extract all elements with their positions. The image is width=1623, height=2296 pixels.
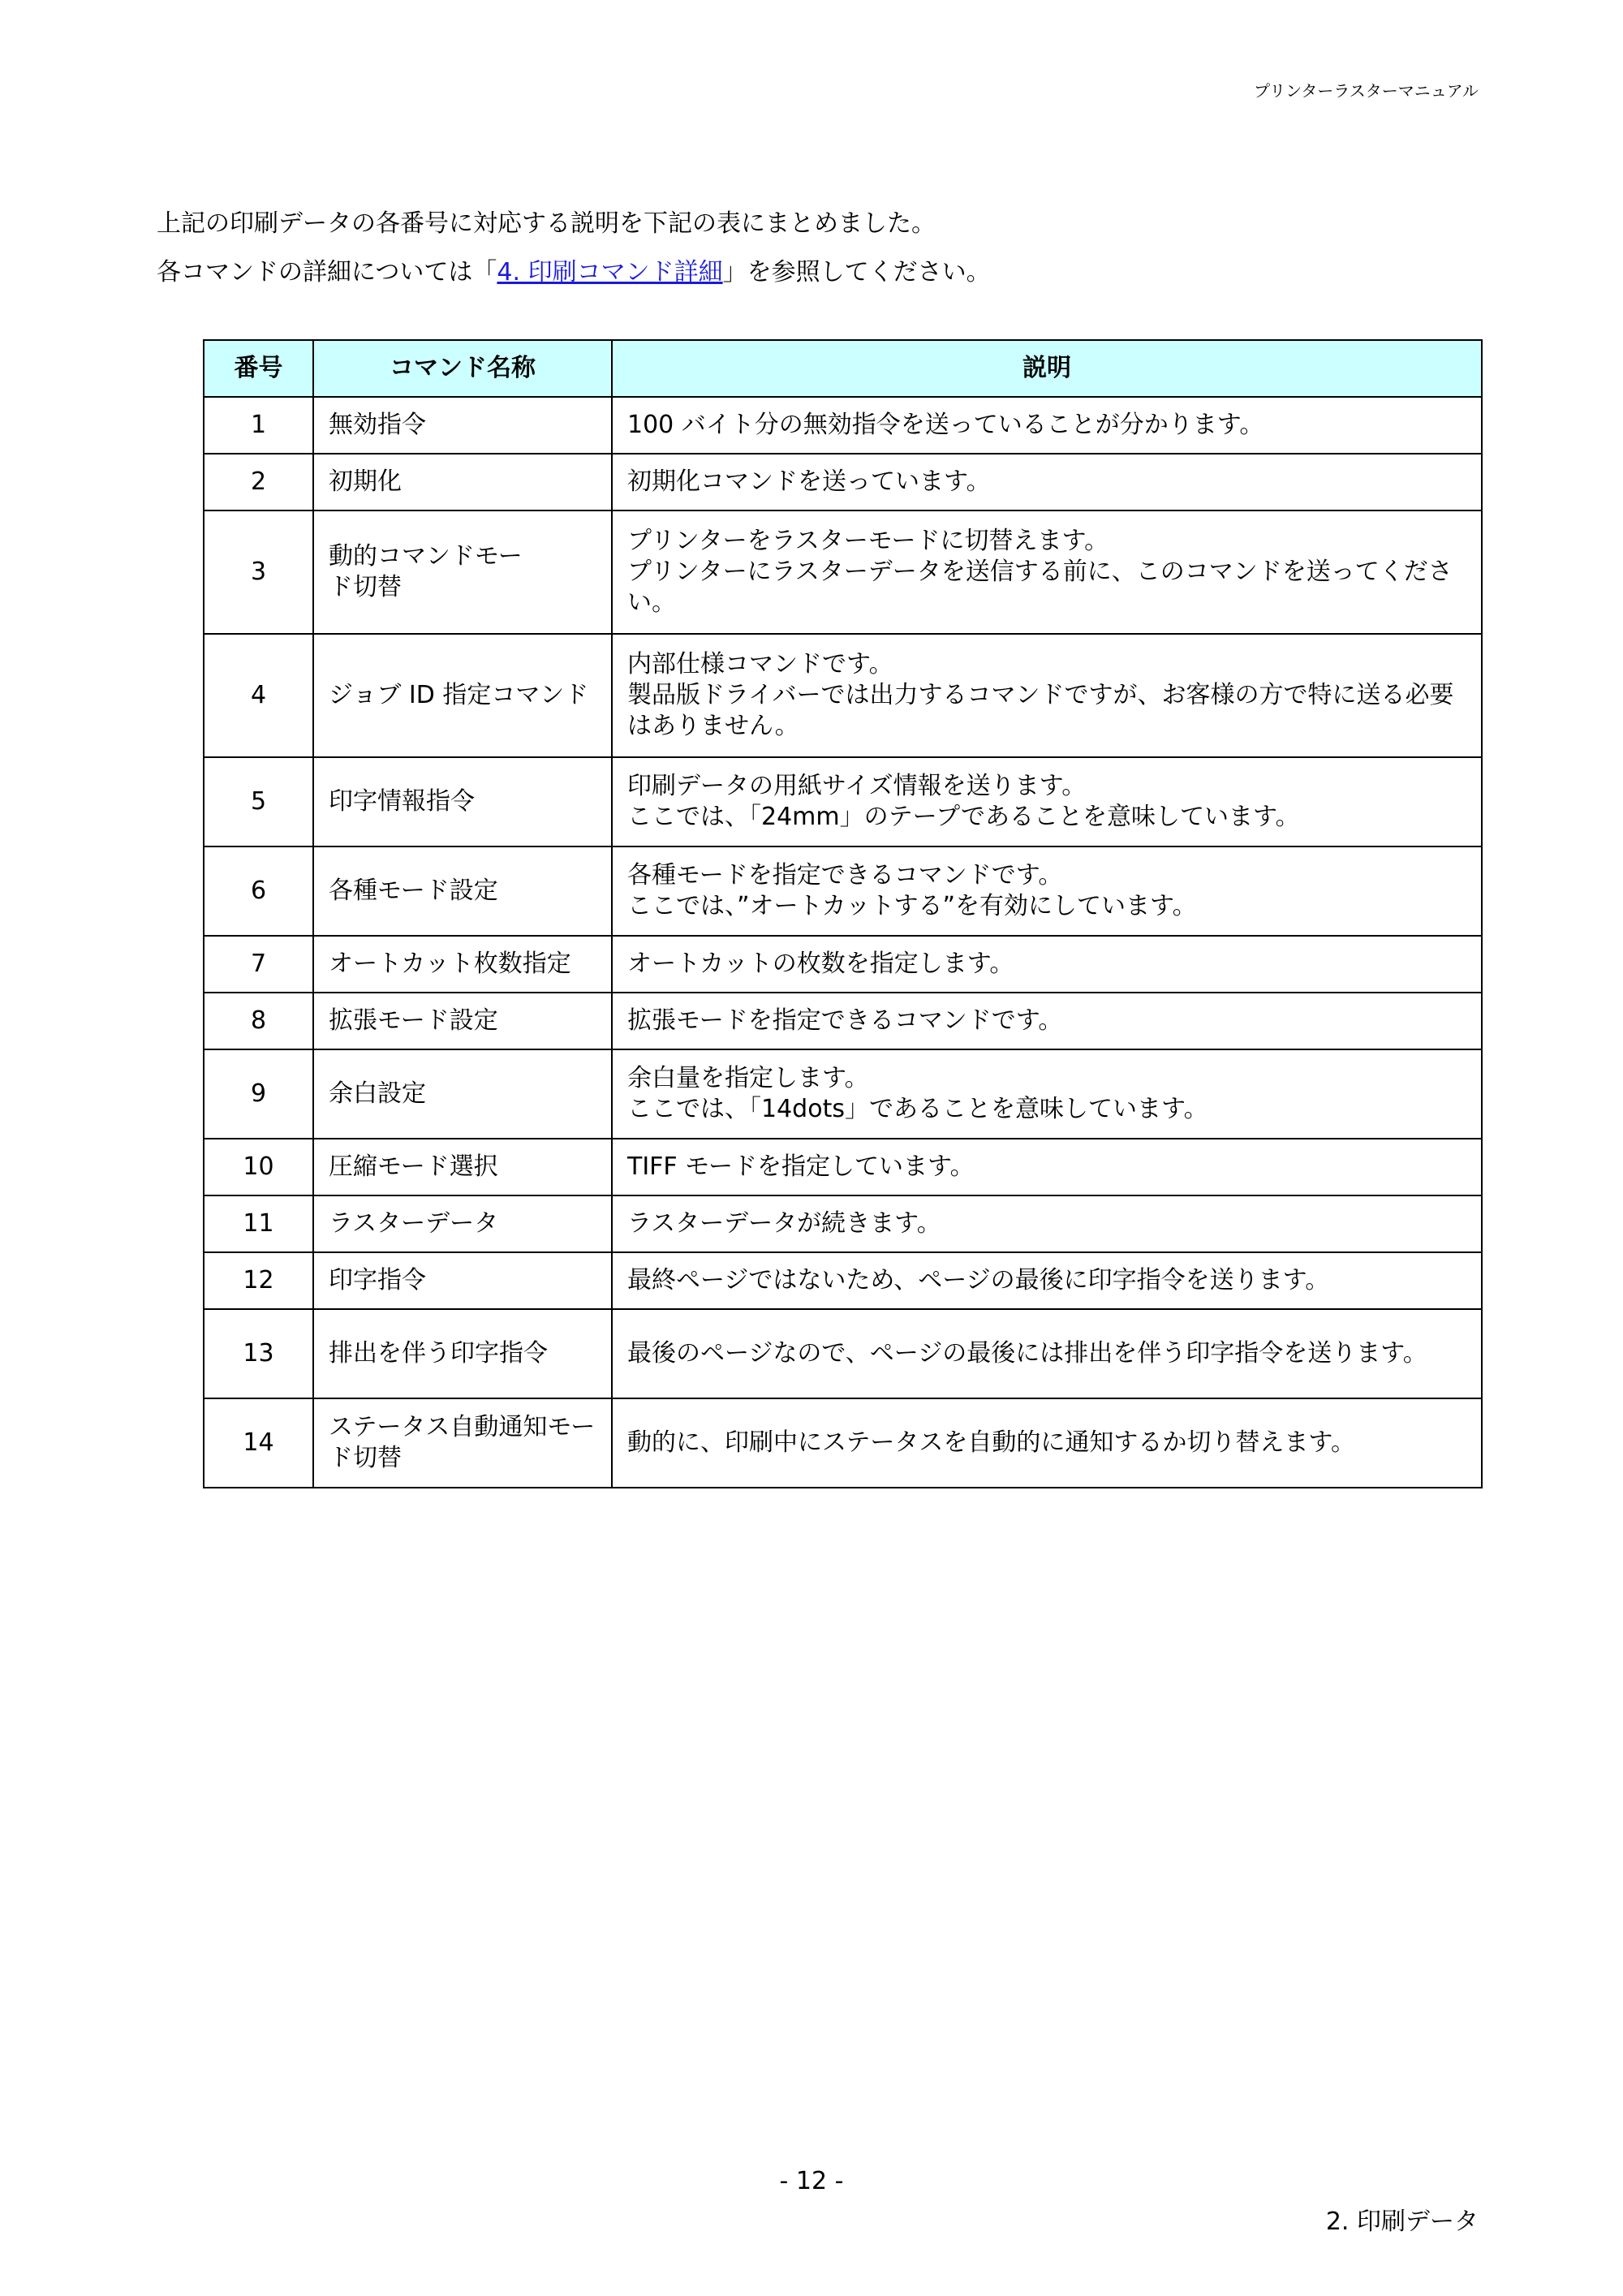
description-line: ここでは、「24mm」のテープであることを意味しています。 xyxy=(627,803,1300,831)
row-number: 7 xyxy=(204,936,313,993)
command-description xyxy=(612,397,1482,454)
table-header-row xyxy=(204,340,1482,397)
row-number: 12 xyxy=(204,1252,313,1309)
command-description xyxy=(612,454,1482,510)
table-row xyxy=(204,1309,1482,1398)
row-number: 11 xyxy=(204,1195,313,1252)
column-header-command-name: コマンド名称 xyxy=(313,340,612,397)
intro-line-2-suffix: 」を参照してください。 xyxy=(722,258,991,286)
command-name: 動的コマンドモード切替 xyxy=(313,510,612,634)
row-number: 4 xyxy=(204,634,313,757)
description-line: 印刷データの用紙サイズ情報を送ります。 xyxy=(627,772,1087,800)
description-line: TIFF モードを指定しています。 xyxy=(627,1152,975,1181)
description-line: 最終ページではないため、ページの最後に印字指令を送ります。 xyxy=(627,1266,1330,1294)
footer-section-title: 2. 印刷データ xyxy=(1325,2208,1479,2236)
command-description xyxy=(612,1252,1482,1309)
row-number: 3 xyxy=(204,510,313,634)
description-line: オートカットの枚数を指定します。 xyxy=(627,950,1014,978)
table-row xyxy=(204,993,1482,1049)
description-line: 内部仕様コマンドです。 xyxy=(627,650,893,678)
description-line: 各種モードを指定できるコマンドです。 xyxy=(627,861,1063,890)
row-number: 10 xyxy=(204,1139,313,1195)
command-name: オートカット枚数指定 xyxy=(313,936,612,993)
command-description xyxy=(612,993,1482,1049)
description-line: 最後のページなので、ページの最後には排出を伴う印字指令を送ります。 xyxy=(627,1339,1427,1368)
table-row xyxy=(204,1195,1482,1252)
command-description xyxy=(612,1049,1482,1139)
description-line: ここでは、「14dots」であることを意味しています。 xyxy=(627,1095,1208,1123)
row-number: 1 xyxy=(204,397,313,454)
description-line: ここでは、”オートカットする”を有効にしています。 xyxy=(627,892,1197,920)
column-header-description: 説明 xyxy=(612,340,1482,397)
description-line: 動的に、印刷中にステータスを自動的に通知するか切り替えます。 xyxy=(627,1428,1355,1457)
command-name: 印字指令 xyxy=(313,1252,612,1309)
command-description xyxy=(612,757,1482,846)
description-line: 製品版ドライバーでは出力するコマンドですが、お客様の方で特に送る必要はありません。 xyxy=(627,681,1454,740)
description-line: 100 バイト分の無効指令を送っていることが分かります。 xyxy=(627,411,1264,439)
table-row xyxy=(204,846,1482,936)
page-number: - 12 - xyxy=(779,2167,844,2195)
command-name: 各種モード設定 xyxy=(313,846,612,936)
description-line: 拡張モードを指定できるコマンドです。 xyxy=(627,1006,1063,1035)
command-description xyxy=(612,510,1482,634)
intro-line-2 xyxy=(157,248,991,297)
command-name: 圧縮モード選択 xyxy=(313,1139,612,1195)
command-description xyxy=(612,1195,1482,1252)
command-description xyxy=(612,1139,1482,1195)
row-number: 9 xyxy=(204,1049,313,1139)
command-description xyxy=(612,1398,1482,1488)
intro-line-2-prefix: 各コマンドの詳細については「 xyxy=(157,258,497,286)
row-number: 8 xyxy=(204,993,313,1049)
command-name: ジョブ ID 指定コマンド xyxy=(313,634,612,757)
row-number: 14 xyxy=(204,1398,313,1488)
row-number: 13 xyxy=(204,1309,313,1398)
command-description xyxy=(612,936,1482,993)
row-number: 6 xyxy=(204,846,313,936)
column-header-number: 番号 xyxy=(204,340,313,397)
command-name: 印字情報指令 xyxy=(313,757,612,846)
command-description xyxy=(612,634,1482,757)
command-name: 余白設定 xyxy=(313,1049,612,1139)
description-line: プリンターをラスターモードに切替えます。 xyxy=(627,527,1109,555)
intro-text xyxy=(157,200,991,297)
command-name: ステータス自動通知モード切替 xyxy=(313,1398,612,1488)
table-row xyxy=(204,757,1482,846)
command-name: 排出を伴う印字指令 xyxy=(313,1309,612,1398)
description-line: 初期化コマンドを送っています。 xyxy=(627,467,991,496)
table-row xyxy=(204,634,1482,757)
table-row xyxy=(204,397,1482,454)
command-name: 拡張モード設定 xyxy=(313,993,612,1049)
table-row xyxy=(204,1049,1482,1139)
table-row xyxy=(204,454,1482,510)
table-row xyxy=(204,1398,1482,1488)
command-name: 初期化 xyxy=(313,454,612,510)
command-detail-link[interactable]: 4. 印刷コマンド詳細 xyxy=(497,258,723,286)
command-name: ラスターデータ xyxy=(313,1195,612,1252)
row-number: 2 xyxy=(204,454,313,510)
description-line: 余白量を指定します。 xyxy=(627,1064,869,1092)
description-line: ラスターデータが続きます。 xyxy=(627,1209,941,1238)
table-row xyxy=(204,936,1482,993)
command-description xyxy=(612,1309,1482,1398)
intro-line-1: 上記の印刷データの各番号に対応する説明を下記の表にまとめました。 xyxy=(157,209,936,238)
description-line: プリンターにラスターデータを送信する前に、このコマンドを送ってください。 xyxy=(627,558,1453,617)
command-table xyxy=(203,339,1483,1488)
table-row xyxy=(204,510,1482,634)
row-number: 5 xyxy=(204,757,313,846)
table-row xyxy=(204,1252,1482,1309)
command-description xyxy=(612,846,1482,936)
command-name: 無効指令 xyxy=(313,397,612,454)
table-row xyxy=(204,1139,1482,1195)
running-header: プリンターラスターマニュアル xyxy=(1254,81,1479,101)
